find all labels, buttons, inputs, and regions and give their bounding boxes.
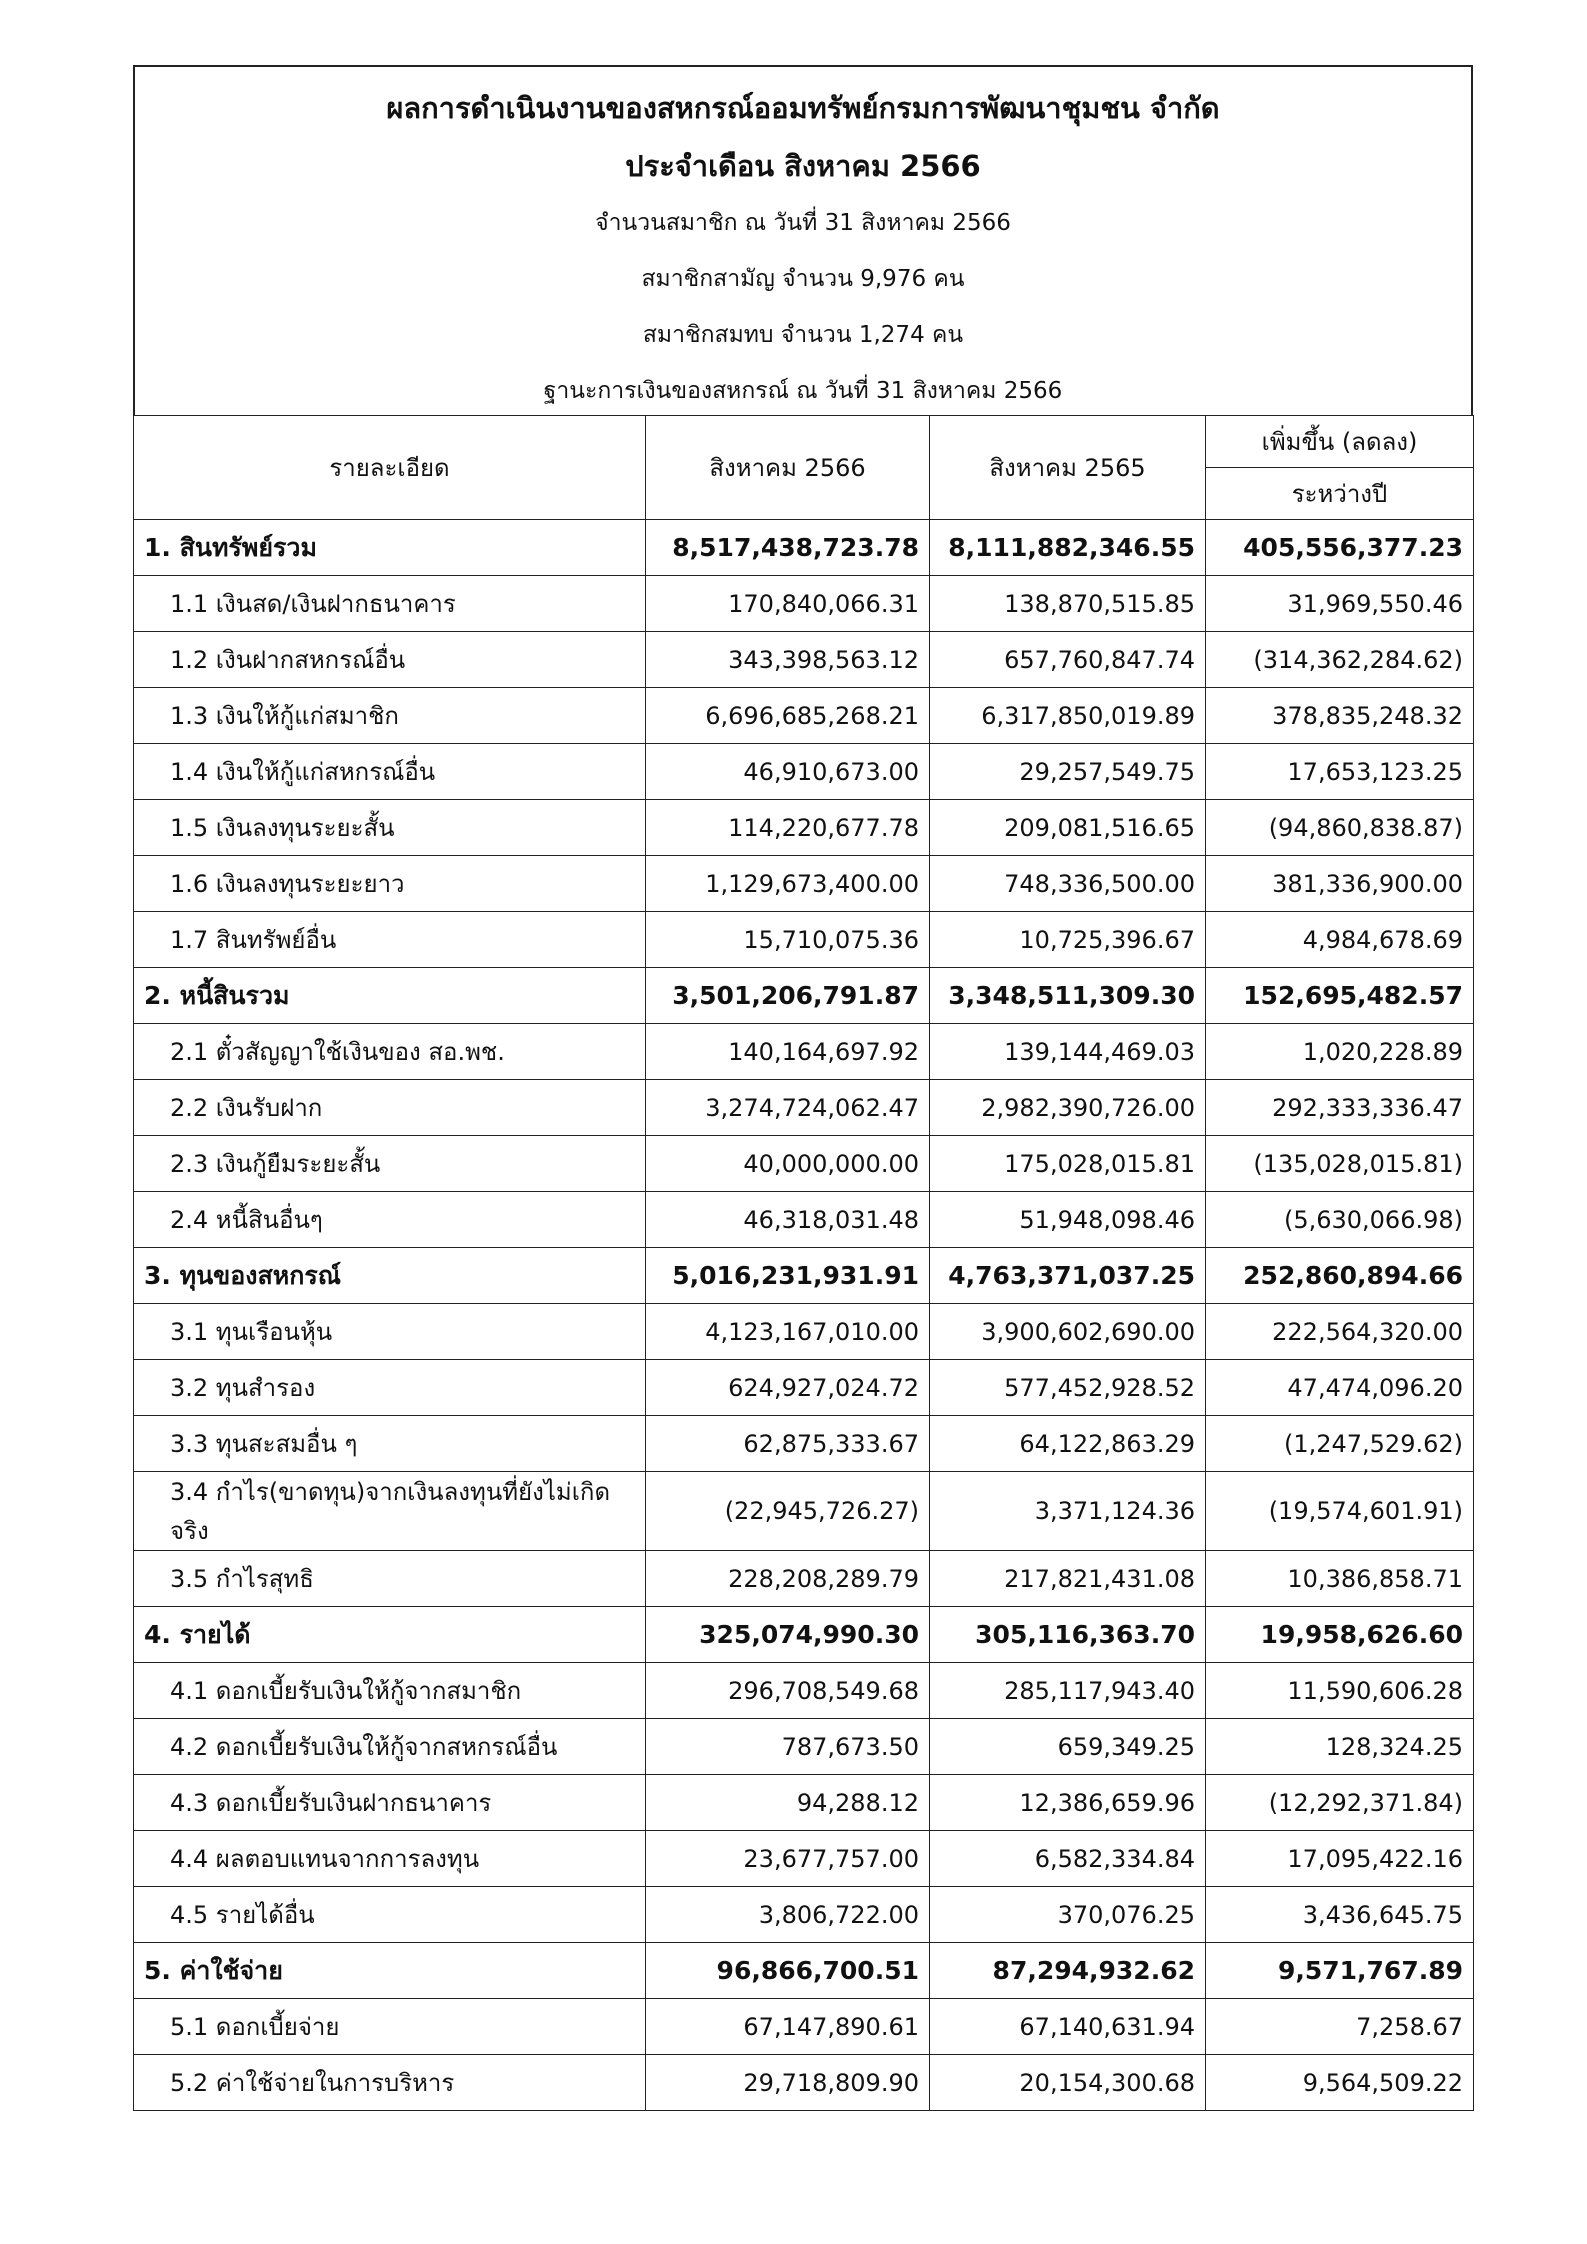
row-previous-value: 2,982,390,726.00: [930, 1080, 1206, 1136]
row-current-value: 8,517,438,723.78: [646, 520, 930, 576]
financial-position: ฐานะการเงินของสหกรณ์ ณ วันที่ 31 สิงหาคม 2566: [543, 378, 1063, 404]
row-current-value: 3,274,724,062.47: [646, 1080, 930, 1136]
section-row: [134, 1607, 1474, 1663]
row-change-value: 128,324.25: [1206, 1719, 1474, 1775]
row-label: 3.3 ทุนสะสมอื่น ๆ: [134, 1416, 646, 1472]
row-label: 4.5 รายได้อื่น: [134, 1887, 646, 1943]
row-change-value: 17,095,422.16: [1206, 1831, 1474, 1887]
row-previous-value: 51,948,098.46: [930, 1192, 1206, 1248]
row-previous-value: 285,117,943.40: [930, 1663, 1206, 1719]
col-detail-header: รายละเอียด: [134, 416, 646, 520]
row-label: 3.5 กำไรสุทธิ: [134, 1551, 646, 1607]
ordinary-members: สมาชิกสามัญ จำนวน 9,976 คน: [641, 266, 965, 292]
row-label: 1.5 เงินลงทุนระยะสั้น: [134, 800, 646, 856]
row-previous-value: 305,116,363.70: [930, 1607, 1206, 1663]
row-previous-value: 138,870,515.85: [930, 576, 1206, 632]
row-label: 2.2 เงินรับฝาก: [134, 1080, 646, 1136]
row-label: 1.2 เงินฝากสหกรณ์อื่น: [134, 632, 646, 688]
row-previous-value: 217,821,431.08: [930, 1551, 1206, 1607]
row-previous-value: 6,582,334.84: [930, 1831, 1206, 1887]
col-current-header: สิงหาคม 2566: [646, 416, 930, 520]
row-change-value: 292,333,336.47: [1206, 1080, 1474, 1136]
row-label: 5.2 ค่าใช้จ่ายในการบริหาร: [134, 2055, 646, 2111]
row-current-value: 23,677,757.00: [646, 1831, 930, 1887]
table-row: [134, 800, 1474, 856]
row-current-value: 624,927,024.72: [646, 1360, 930, 1416]
row-change-value: 381,336,900.00: [1206, 856, 1474, 912]
row-change-value: (12,292,371.84): [1206, 1775, 1474, 1831]
row-label: 3.2 ทุนสำรอง: [134, 1360, 646, 1416]
row-change-value: 9,571,767.89: [1206, 1943, 1474, 1999]
row-previous-value: 3,348,511,309.30: [930, 968, 1206, 1024]
row-current-value: (22,945,726.27): [646, 1472, 930, 1551]
row-current-value: 228,208,289.79: [646, 1551, 930, 1607]
row-previous-value: 139,144,469.03: [930, 1024, 1206, 1080]
row-previous-value: 657,760,847.74: [930, 632, 1206, 688]
table-row: [134, 1999, 1474, 2055]
row-label: 2.1 ตั๋วสัญญาใช้เงินของ สอ.พช.: [134, 1024, 646, 1080]
row-change-value: 405,556,377.23: [1206, 520, 1474, 576]
section-row: [134, 1248, 1474, 1304]
row-change-value: 3,436,645.75: [1206, 1887, 1474, 1943]
row-change-value: (5,630,066.98): [1206, 1192, 1474, 1248]
row-label: 5.1 ดอกเบี้ยจ่าย: [134, 1999, 646, 2055]
row-current-value: 3,806,722.00: [646, 1887, 930, 1943]
row-label: 3.1 ทุนเรือนหุ้น: [134, 1304, 646, 1360]
row-current-value: 114,220,677.78: [646, 800, 930, 856]
row-current-value: 15,710,075.36: [646, 912, 930, 968]
row-label: 5. ค่าใช้จ่าย: [134, 1943, 646, 1999]
financial-table: [133, 415, 1474, 2111]
row-previous-value: 10,725,396.67: [930, 912, 1206, 968]
table-row: [134, 1551, 1474, 1607]
row-change-value: 19,958,626.60: [1206, 1607, 1474, 1663]
row-label: 2.4 หนี้สินอื่นๆ: [134, 1192, 646, 1248]
table-row: [134, 744, 1474, 800]
row-change-value: (314,362,284.62): [1206, 632, 1474, 688]
row-previous-value: 577,452,928.52: [930, 1360, 1206, 1416]
row-label: 4.4 ผลตอบแทนจากการลงทุน: [134, 1831, 646, 1887]
col-change-header-bottom: ระหว่างปี: [1206, 468, 1474, 520]
row-previous-value: 64,122,863.29: [930, 1416, 1206, 1472]
row-previous-value: 12,386,659.96: [930, 1775, 1206, 1831]
row-change-value: 252,860,894.66: [1206, 1248, 1474, 1304]
row-label: 2.3 เงินกู้ยืมระยะสั้น: [134, 1136, 646, 1192]
row-change-value: (94,860,838.87): [1206, 800, 1474, 856]
row-previous-value: 4,763,371,037.25: [930, 1248, 1206, 1304]
row-current-value: 1,129,673,400.00: [646, 856, 930, 912]
row-change-value: (135,028,015.81): [1206, 1136, 1474, 1192]
report-sheet: [133, 65, 1473, 2111]
row-change-value: 1,020,228.89: [1206, 1024, 1474, 1080]
col-previous-header: สิงหาคม 2565: [930, 416, 1206, 520]
row-label: 1. สินทรัพย์รวม: [134, 520, 646, 576]
table-row: [134, 1192, 1474, 1248]
row-previous-value: 87,294,932.62: [930, 1943, 1206, 1999]
table-row: [134, 2055, 1474, 2111]
row-change-value: 11,590,606.28: [1206, 1663, 1474, 1719]
table-row: [134, 1136, 1474, 1192]
row-current-value: 94,288.12: [646, 1775, 930, 1831]
table-row: [134, 576, 1474, 632]
row-change-value: 222,564,320.00: [1206, 1304, 1474, 1360]
col-change-header-top: เพิ่มขึ้น (ลดลง): [1206, 416, 1474, 468]
row-current-value: 67,147,890.61: [646, 1999, 930, 2055]
row-change-value: 17,653,123.25: [1206, 744, 1474, 800]
row-label: 1.3 เงินให้กู้แก่สมาชิก: [134, 688, 646, 744]
table-row: [134, 688, 1474, 744]
row-label: 2. หนี้สินรวม: [134, 968, 646, 1024]
row-current-value: 29,718,809.90: [646, 2055, 930, 2111]
report-period: ประจำเดือน สิงหาคม 2566: [625, 149, 981, 183]
row-label: 3.4 กำไร(ขาดทุน)จากเงินลงทุนที่ยังไม่เกิดจริง: [134, 1472, 646, 1551]
table-row: [134, 1080, 1474, 1136]
row-current-value: 96,866,700.51: [646, 1943, 930, 1999]
table-row: [134, 1024, 1474, 1080]
table-row: [134, 1887, 1474, 1943]
row-change-value: 7,258.67: [1206, 1999, 1474, 2055]
table-row: [134, 1304, 1474, 1360]
row-current-value: 325,074,990.30: [646, 1607, 930, 1663]
table-row: [134, 1719, 1474, 1775]
row-current-value: 62,875,333.67: [646, 1416, 930, 1472]
section-row: [134, 968, 1474, 1024]
associate-members: สมาชิกสมทบ จำนวน 1,274 คน: [642, 322, 964, 348]
row-change-value: 4,984,678.69: [1206, 912, 1474, 968]
report-title: ผลการดำเนินงานของสหกรณ์ออมทรัพย์กรมการพัฒนาชุมชน จำกัด: [386, 91, 1220, 125]
row-change-value: 10,386,858.71: [1206, 1551, 1474, 1607]
members-as-of: จำนวนสมาชิก ณ วันที่ 31 สิงหาคม 2566: [595, 210, 1011, 236]
table-row: [134, 1775, 1474, 1831]
row-label: 4.1 ดอกเบี้ยรับเงินให้กู้จากสมาชิก: [134, 1663, 646, 1719]
row-current-value: 6,696,685,268.21: [646, 688, 930, 744]
row-current-value: 46,910,673.00: [646, 744, 930, 800]
table-row: [134, 912, 1474, 968]
row-change-value: 31,969,550.46: [1206, 576, 1474, 632]
row-current-value: 140,164,697.92: [646, 1024, 930, 1080]
table-row: [134, 632, 1474, 688]
row-current-value: 5,016,231,931.91: [646, 1248, 930, 1304]
row-previous-value: 175,028,015.81: [930, 1136, 1206, 1192]
row-change-value: 378,835,248.32: [1206, 688, 1474, 744]
row-change-value: (19,574,601.91): [1206, 1472, 1474, 1551]
row-current-value: 170,840,066.31: [646, 576, 930, 632]
row-previous-value: 29,257,549.75: [930, 744, 1206, 800]
row-label: 3. ทุนของสหกรณ์: [134, 1248, 646, 1304]
row-previous-value: 67,140,631.94: [930, 1999, 1206, 2055]
row-current-value: 296,708,549.68: [646, 1663, 930, 1719]
row-label: 4.3 ดอกเบี้ยรับเงินฝากธนาคาร: [134, 1775, 646, 1831]
table-row: [134, 1416, 1474, 1472]
row-label: 1.1 เงินสด/เงินฝากธนาคาร: [134, 576, 646, 632]
row-previous-value: 370,076.25: [930, 1887, 1206, 1943]
row-change-value: 9,564,509.22: [1206, 2055, 1474, 2111]
table-row: [134, 1663, 1474, 1719]
report-header: [133, 65, 1473, 415]
row-previous-value: 8,111,882,346.55: [930, 520, 1206, 576]
row-previous-value: 6,317,850,019.89: [930, 688, 1206, 744]
row-change-value: 47,474,096.20: [1206, 1360, 1474, 1416]
row-change-value: (1,247,529.62): [1206, 1416, 1474, 1472]
table-row: [134, 1360, 1474, 1416]
row-label: 4.2 ดอกเบี้ยรับเงินให้กู้จากสหกรณ์อื่น: [134, 1719, 646, 1775]
row-current-value: 3,501,206,791.87: [646, 968, 930, 1024]
row-previous-value: 3,900,602,690.00: [930, 1304, 1206, 1360]
row-current-value: 40,000,000.00: [646, 1136, 930, 1192]
row-previous-value: 659,349.25: [930, 1719, 1206, 1775]
table-row: [134, 856, 1474, 912]
row-label: 1.4 เงินให้กู้แก่สหกรณ์อื่น: [134, 744, 646, 800]
row-label: 4. รายได้: [134, 1607, 646, 1663]
row-current-value: 4,123,167,010.00: [646, 1304, 930, 1360]
section-row: [134, 520, 1474, 576]
row-current-value: 46,318,031.48: [646, 1192, 930, 1248]
table-row: [134, 1472, 1474, 1551]
row-change-value: 152,695,482.57: [1206, 968, 1474, 1024]
section-row: [134, 1943, 1474, 1999]
row-current-value: 787,673.50: [646, 1719, 930, 1775]
row-previous-value: 748,336,500.00: [930, 856, 1206, 912]
row-label: 1.7 สินทรัพย์อื่น: [134, 912, 646, 968]
row-previous-value: 3,371,124.36: [930, 1472, 1206, 1551]
row-previous-value: 209,081,516.65: [930, 800, 1206, 856]
table-body: [134, 520, 1474, 2111]
row-previous-value: 20,154,300.68: [930, 2055, 1206, 2111]
table-row: [134, 1831, 1474, 1887]
row-current-value: 343,398,563.12: [646, 632, 930, 688]
row-label: 1.6 เงินลงทุนระยะยาว: [134, 856, 646, 912]
